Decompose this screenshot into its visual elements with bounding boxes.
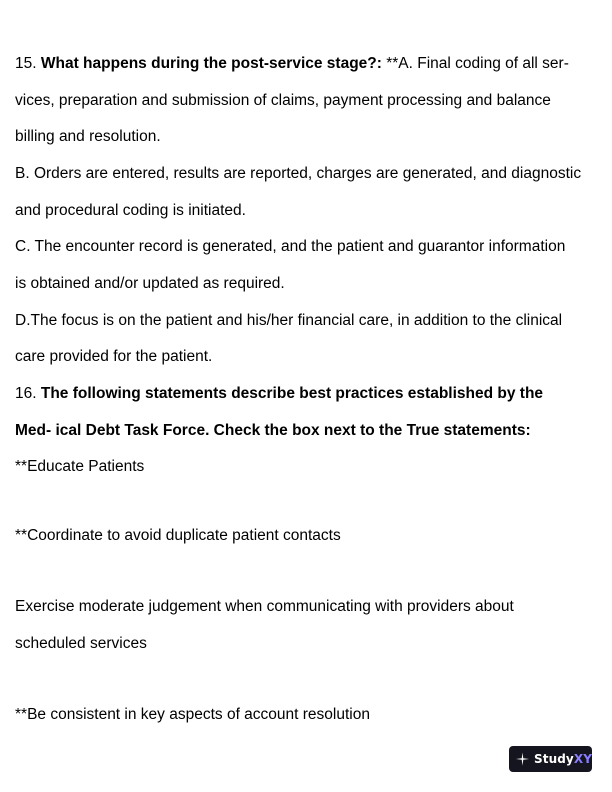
q16-question-part2: Med- ical Debt Task Force. Check the box next to the True statements: [15,422,531,439]
q16-question-part1: The following statements describe best practices established by the [40,385,544,402]
brand-name [534,752,592,766]
q16-item-educate: **Educate Patients [15,458,145,475]
q16-item-consistent: **Be consistent in key aspects of account resolution [15,706,370,723]
q16-item-coordinate: **Coordinate to avoid duplicate patient contacts [15,527,341,544]
q15-number: 15. [15,55,37,72]
q16-item-exercise-cont: scheduled services [15,635,147,652]
q15-answer-a-start: **A. Final coding of all ser- [386,55,569,72]
q15-option-c: C. The encounter record is generated, and the patient and guarantor information [15,238,566,255]
studyxy-badge[interactable] [509,746,592,772]
q16-item-exercise: Exercise moderate judgement when communicating with providers about [15,598,514,615]
q16-number: 16. [15,385,37,402]
q15-option-c-cont: is obtained and/or updated as required. [15,275,285,292]
plus-sparkle-icon [515,751,530,767]
q15-line-1 [15,55,569,73]
brand-name-accent: XY [573,752,592,766]
q15-line-3: billing and resolution. [15,128,161,145]
q15-line-2: vices, preparation and submission of claims, payment processing and balance [15,92,551,109]
q16-line-1 [15,385,543,403]
q15-option-b: B. Orders are entered, results are reported, charges are generated, and diagnostic [15,165,582,182]
q15-option-d: D.The focus is on the patient and his/her financial care, in addition to the clinical [15,312,563,329]
brand-name-main: Study [534,752,574,766]
q15-question: What happens during the post-service stage?: [40,55,382,72]
q15-option-b-cont: and procedural coding is initiated. [15,202,246,219]
q15-option-d-cont: care provided for the patient. [15,348,213,365]
